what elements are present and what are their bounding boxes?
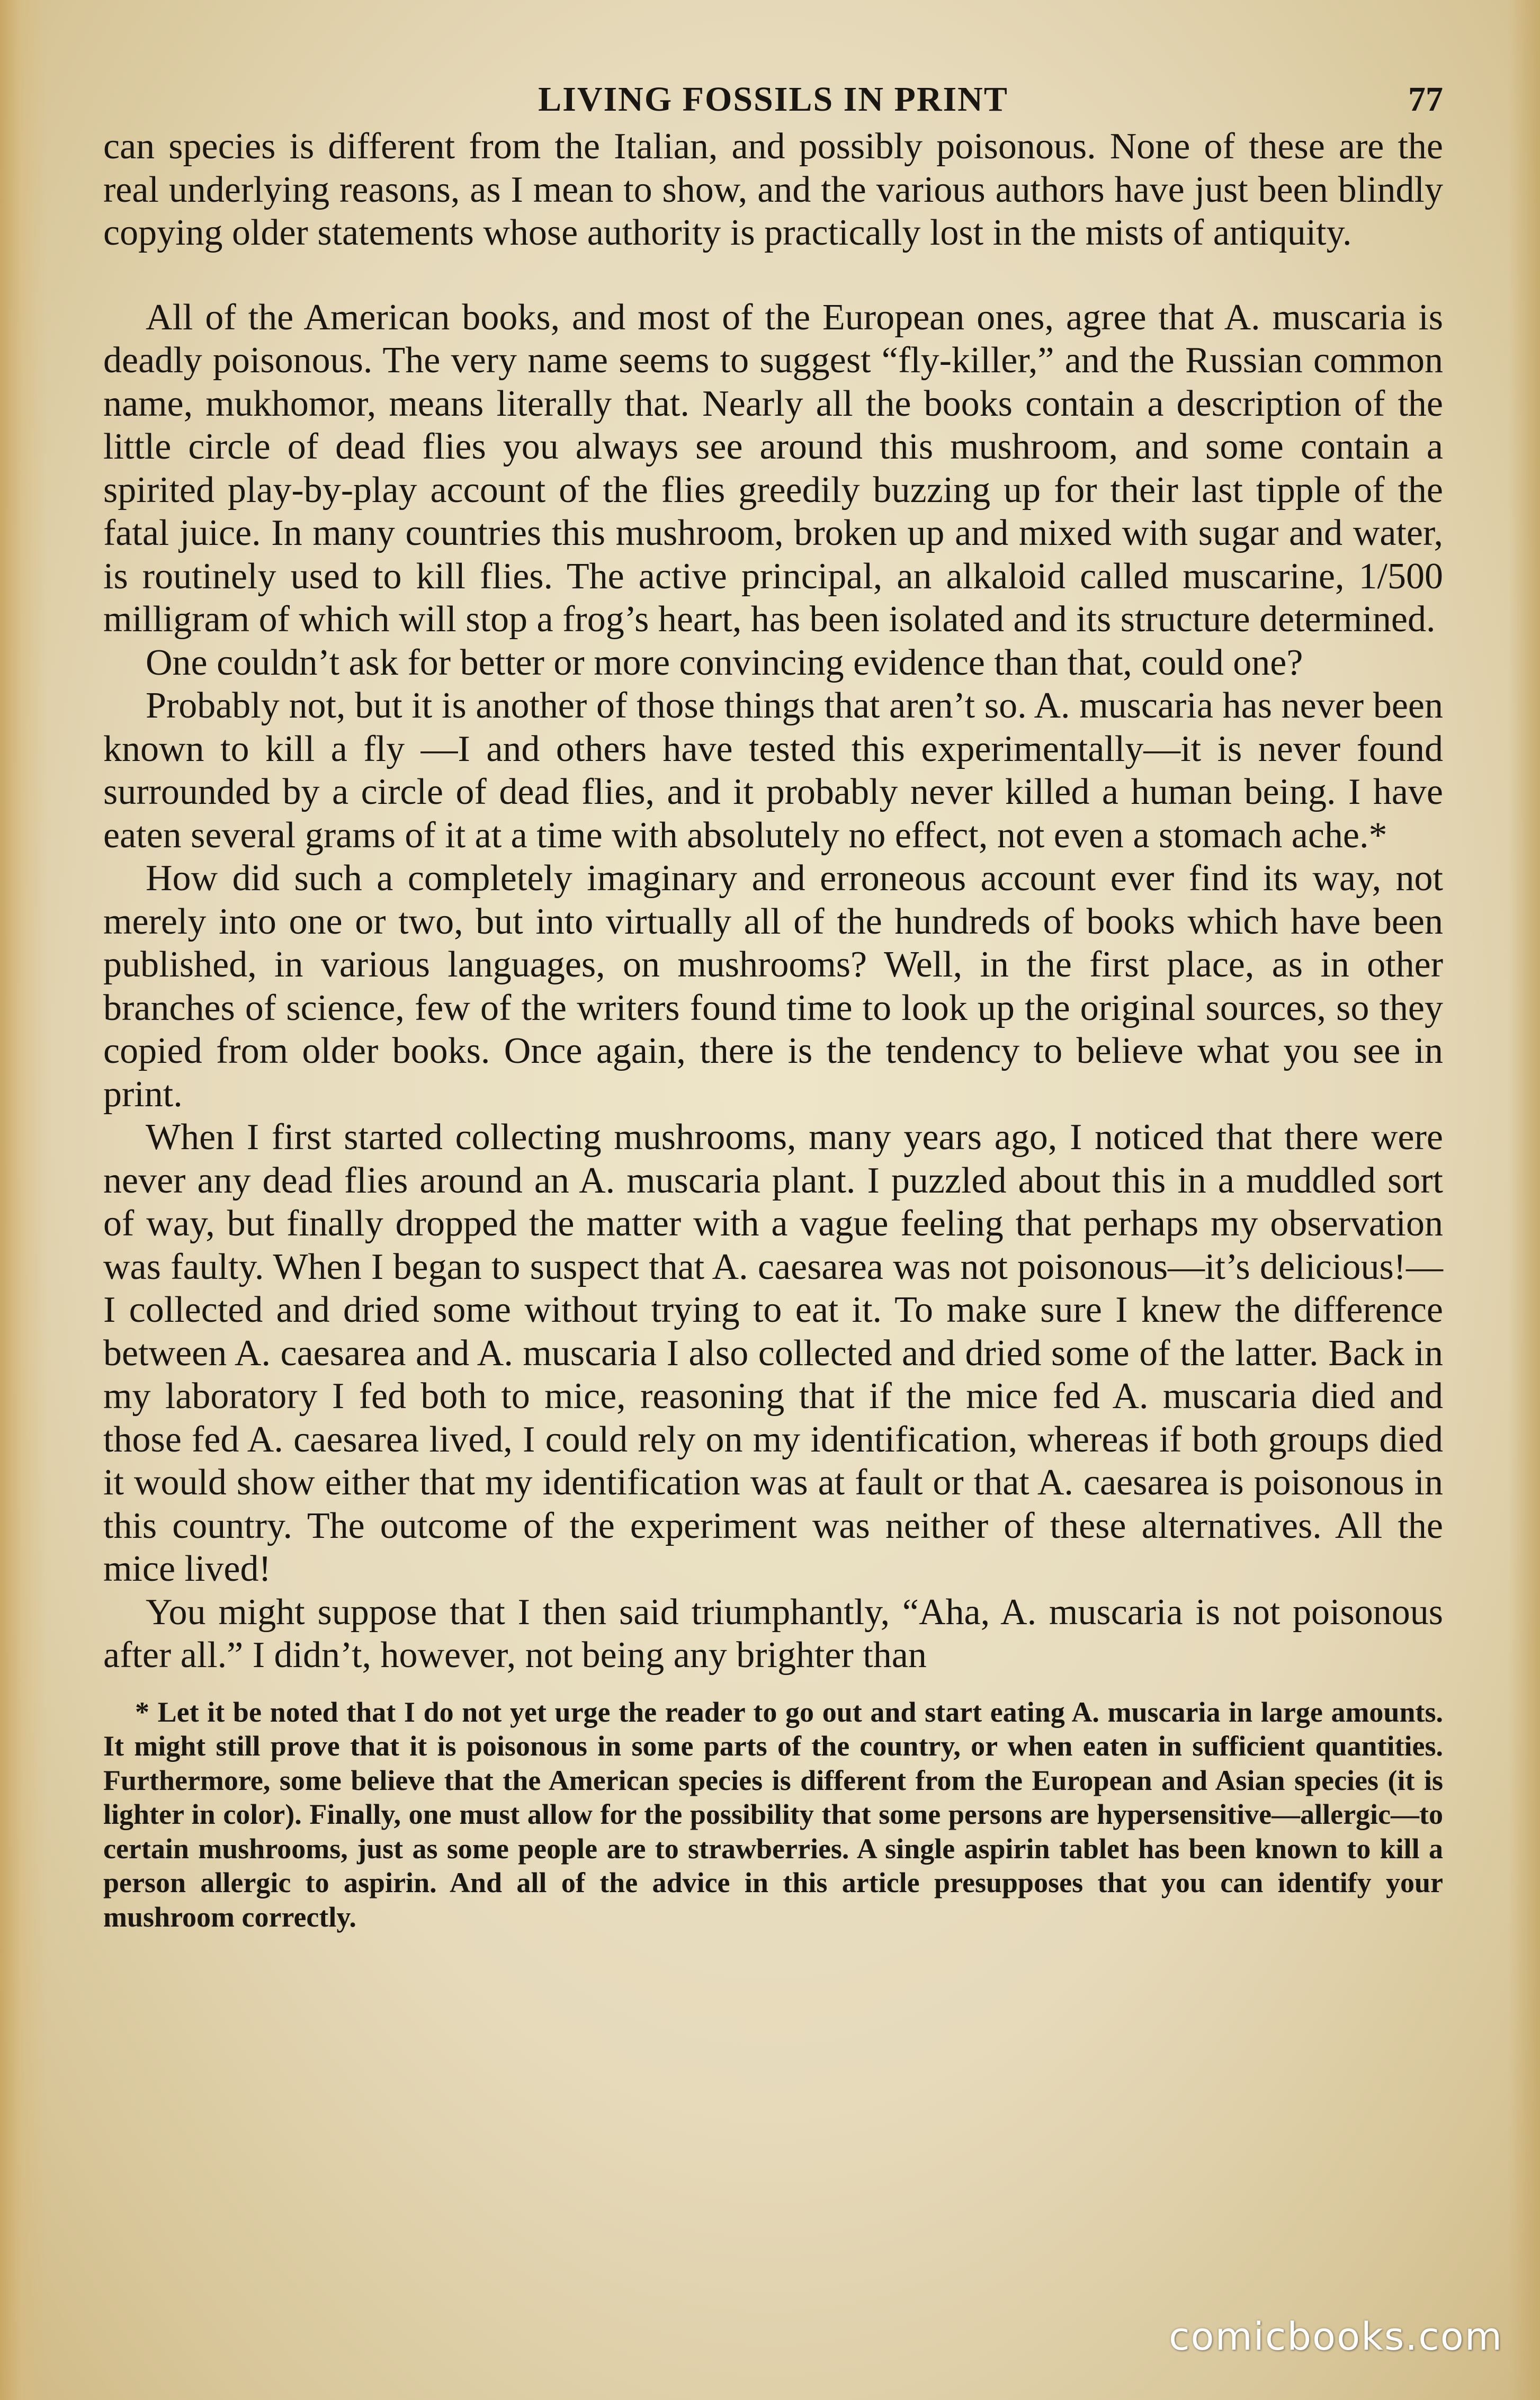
paragraph-5: How did such a completely imaginary and erroneous account ever find its way, not merely into one or two, but into virtually all of the hundreds of books which have been published, in various languages, on mushrooms? Well, in the first place, as in other branches of science, few of the writers found time to look up the original sources, so they copied from older books. Once again, there is the tendency to believe what you see in print. — [103, 858, 1443, 1115]
paragraph-4: Probably not, but it is another of those things that aren’t so. A. muscaria has never been known to kill a fly —I and others have tested this experimentally—it is never found surrounded by a circle of dead flies, and it probably never killed a human being. I have eaten several grams of it at a time with absolutely no effect, not even a stomach ache.* — [103, 685, 1443, 856]
running-head — [103, 79, 1443, 122]
page-edge-right-shading — [1508, 0, 1540, 2400]
page-edge-left-shading — [0, 0, 48, 2400]
body-text — [103, 125, 1443, 1677]
paragraph-3: One couldn’t ask for better or more convincing evidence than that, could one? — [146, 642, 1303, 683]
running-title: LIVING FOSSILS IN PRINT — [538, 80, 1008, 119]
paragraph-1: can species is different from the Italian, and possibly poisonous. None of these are the real underlying reasons, as I mean to show, and the various authors have just been blindly copying older statements whose authority is practically lost in the mists of antiquity. — [103, 126, 1443, 253]
paragraph-7: You might suppose that I then said triumphantly, “Aha, A. muscaria is not poisonous after all.” I didn’t, however, not being any brighter than — [103, 1591, 1443, 1676]
paragraph-2: All of the American books, and most of the European ones, agree that A. muscaria is deadly poisonous. The very name seems to suggest “fly-killer,” and the Russian common name, mukhomor, means literally that. Nearly all the books contain a description of the little circle of dead flies you always see around this mushroom, and some contain a spirited play-by-play account of the flies greedily buzzing up for their last tipple of the fatal juice. In many countries this mushroom, broken up and mixed with sugar and water, is routinely used to kill flies. The active principal, an alkaloid called muscarine, 1/500 milligram of which will stop a frog’s heart, has been isolated and its structure determined. — [103, 297, 1443, 640]
paragraph-6: When I first started collecting mushrooms, many years ago, I noticed that there were never any dead flies around an A. muscaria plant. I puzzled about this in a muddled sort of way, but finally dropped the matter with a vague feeling that perhaps my observation was faulty. When I began to suspect that A. caesarea was not poisonous—it’s delicious!—I collected and dried some without trying to eat it. To make sure I knew the difference between A. caesarea and A. muscaria I also collected and dried some of the latter. Back in my laboratory I fed both to mice, reasoning that if the mice fed A. muscaria died and those fed A. caesarea lived, I could rely on my identification, whereas if both groups died it would show either that my identification was at fault or that A. caesarea is poisonous in this country. The outcome of the experiment was neither of these alternatives. All the mice lived! — [103, 1117, 1443, 1589]
page-number: 77 — [1408, 80, 1443, 119]
watermark: comicbooks.com — [1168, 2314, 1503, 2359]
footnote: * Let it be noted that I do not yet urge the reader to go out and start eating A. muscaria in large amounts. It might still prove that it is poisonous in some parts of the country, or when eaten in sufficient quantities. Furthermore, some believe that the American species is different from the European and Asian species (it is lighter in color). Finally, one must allow for the possibility that some persons are hypersensitive—allergic—to certain mushrooms, just as some people are to strawberries. A single aspirin tablet has been known to kill a person allergic to aspirin. And all of the advice in this article presupposes that you can identify your mushroom correctly. — [103, 1696, 1443, 1933]
book-page — [103, 79, 1443, 1934]
